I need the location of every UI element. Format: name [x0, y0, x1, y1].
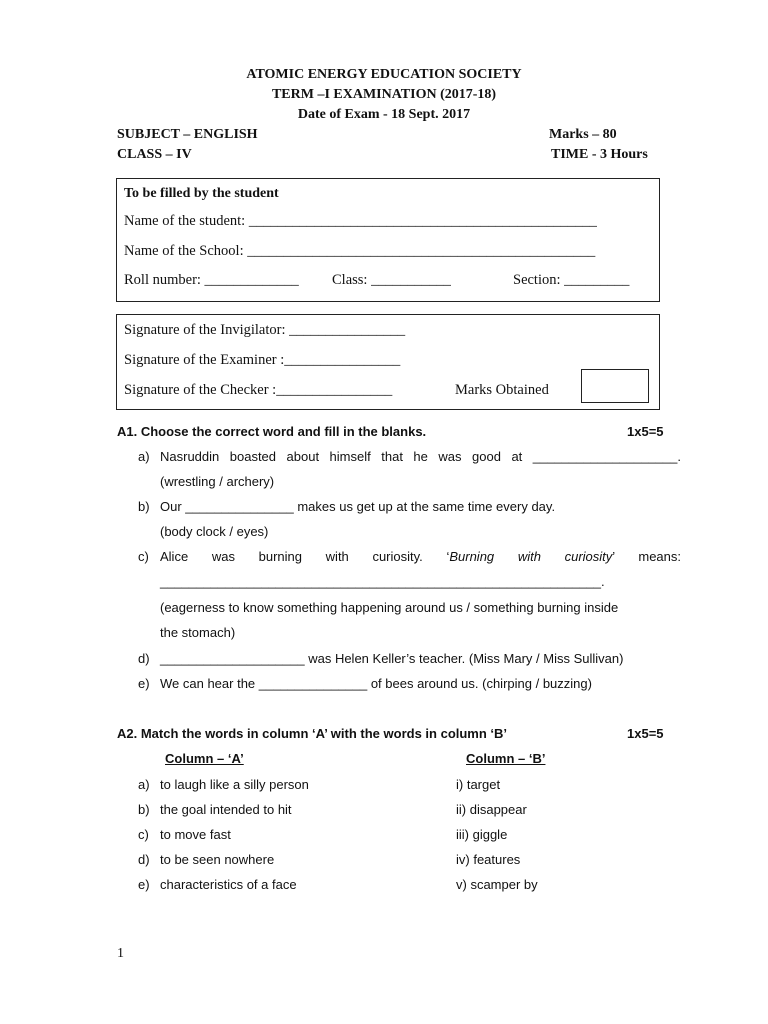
a1-item-c-options: (eagerness to know something happening around us / something burning inside [160, 600, 619, 615]
section-field[interactable]: Section: _________ [513, 272, 630, 288]
a2-row-a: to be seen nowhere [160, 852, 275, 867]
a1-item-label: c) [138, 549, 149, 564]
a1-item-b-options: (body clock / eyes) [160, 524, 269, 539]
subject-label: SUBJECT – ENGLISH [117, 127, 258, 142]
a1-item-c-part1: Alice was burning with curiosity. ‘ [160, 549, 450, 564]
a1-item-d-text: ____________________ was Helen Keller’s teacher. (Miss Mary / Miss Sullivan) [160, 651, 624, 666]
school-name-field[interactable]: Name of the School: ________________________________________________ [124, 243, 596, 259]
a2-row-b: ii) disappear [456, 802, 527, 817]
a2-row-label: b) [138, 802, 150, 817]
examiner-signature-field[interactable]: Signature of the Examiner :________________ [124, 352, 401, 368]
a1-item-b-text: Our _______________ makes us get up at the same time every day. [160, 499, 556, 514]
marks-obtained-label: Marks Obtained [455, 382, 549, 398]
a1-item-c-part3: ’ means: [612, 549, 682, 564]
a2-row-label: a) [138, 777, 150, 792]
a1-item-label: d) [138, 651, 150, 666]
a2-row-label: e) [138, 877, 150, 892]
time-label: TIME - 3 Hours [551, 147, 648, 162]
marks-obtained-input-box[interactable] [581, 369, 649, 403]
invigilator-signature-field[interactable]: Signature of the Invigilator: ________________ [124, 322, 406, 338]
a2-marks: 1x5=5 [627, 726, 664, 741]
a1-item-a-options: (wrestling / archery) [160, 474, 275, 489]
a1-item-label: b) [138, 499, 150, 514]
a1-item-c-italic: Burning with curiosity [449, 549, 613, 564]
society-title: ATOMIC ENERGY EDUCATION SOCIETY [246, 67, 522, 82]
a2-row-label: c) [138, 827, 149, 842]
marks-label: Marks – 80 [549, 127, 617, 142]
a1-item-e-text: We can hear the _______________ of bees around us. (chirping / buzzing) [160, 676, 592, 691]
column-a-header: Column – ‘A’ [165, 751, 244, 766]
class-label: CLASS – IV [117, 147, 192, 162]
a1-marks: 1x5=5 [627, 424, 664, 439]
a2-row-b: iv) features [456, 852, 521, 867]
a2-row-a: characteristics of a face [160, 877, 297, 892]
a2-title: A2. Match the words in column ‘A’ with the words in column ‘B’ [117, 726, 508, 741]
a1-item-c-text [160, 549, 681, 564]
student-box-title: To be filled by the student [124, 186, 279, 201]
exam-date: Date of Exam - 18 Sept. 2017 [297, 107, 471, 122]
a1-title: A1. Choose the correct word and fill in the blanks. [117, 424, 427, 439]
page-number: 1 [117, 946, 124, 961]
a2-row-a: to laugh like a silly person [160, 777, 309, 792]
a2-row-b: v) scamper by [456, 877, 538, 892]
a1-item-a-text: Nasruddin boasted about himself that he was good at ____________________. [160, 449, 681, 464]
a2-row-b: i) target [456, 777, 501, 792]
a2-row-b: iii) giggle [456, 827, 508, 842]
a1-item-c-options-cont: the stomach) [160, 625, 236, 640]
a2-row-label: d) [138, 852, 150, 867]
class-field[interactable]: Class: ___________ [332, 272, 451, 288]
a1-item-label: e) [138, 676, 150, 691]
a1-item-c-blank: _____________________________________________________________. [160, 574, 605, 589]
column-b-header: Column – ‘B’ [466, 751, 546, 766]
roll-number-field[interactable]: Roll number: _____________ [124, 272, 299, 288]
checker-signature-field[interactable]: Signature of the Checker :________________ [124, 382, 393, 398]
exam-title: TERM –I EXAMINATION (2017-18) [271, 87, 497, 102]
a1-item-label: a) [138, 449, 150, 464]
a2-row-a: the goal intended to hit [160, 802, 292, 817]
student-name-field[interactable]: Name of the student: ________________________________________________ [124, 213, 597, 229]
a2-row-a: to move fast [160, 827, 231, 842]
